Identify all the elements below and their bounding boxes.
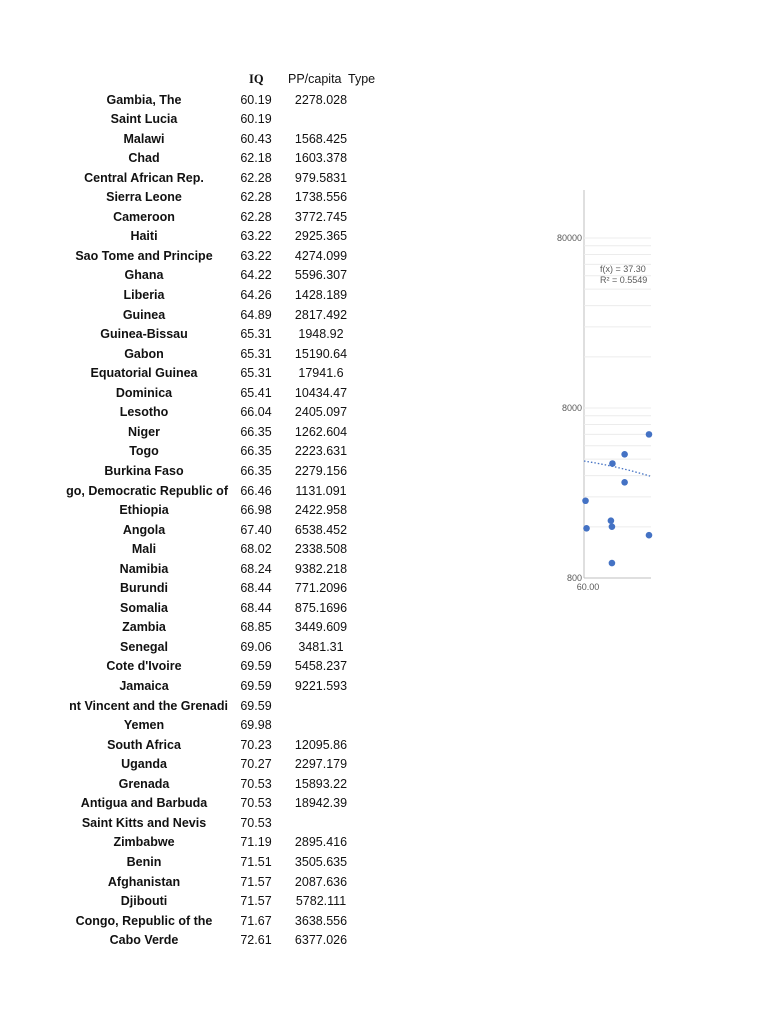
table-row[interactable] — [0, 403, 400, 423]
country-cell[interactable]: Djibouti — [120, 894, 168, 909]
iq-cell[interactable]: 66.35 — [240, 424, 272, 439]
column-header-pp-capita[interactable]: PP/capita — [288, 72, 342, 86]
table-row[interactable] — [0, 853, 400, 873]
table-row[interactable] — [0, 677, 400, 697]
country-cell[interactable]: Afghanistan — [107, 874, 181, 889]
data-point[interactable] — [646, 431, 653, 438]
pp-capita-cell[interactable]: 5458.237 — [294, 659, 348, 674]
country-cell[interactable]: Saint Kitts and Nevis — [81, 815, 207, 830]
pp-capita-cell[interactable]: 1262.604 — [294, 424, 348, 439]
data-point[interactable] — [583, 525, 590, 532]
country-cell[interactable]: Guinea-Bissau — [100, 327, 188, 342]
table-row[interactable] — [0, 599, 400, 619]
table-row[interactable] — [0, 423, 400, 443]
data-point[interactable] — [609, 523, 616, 530]
iq-cell[interactable]: 63.22 — [240, 229, 272, 244]
iq-cell[interactable]: 71.19 — [240, 835, 272, 850]
table-row[interactable] — [0, 736, 400, 756]
country-cell[interactable]: Uganda — [121, 757, 167, 772]
table-row[interactable] — [0, 814, 400, 834]
pp-capita-cell[interactable]: 3772.745 — [294, 209, 348, 224]
table-row[interactable] — [0, 501, 400, 521]
pp-capita-cell[interactable]: 15893.22 — [294, 776, 348, 791]
trendline — [584, 461, 650, 476]
iq-cell[interactable]: 68.02 — [240, 542, 272, 557]
country-cell[interactable]: Malawi — [123, 131, 165, 146]
scatter-chart[interactable] — [556, 190, 651, 600]
country-cell[interactable]: Gambia, The — [106, 92, 182, 107]
pp-capita-cell[interactable]: 9221.593 — [294, 679, 348, 693]
iq-cell[interactable]: 64.22 — [240, 268, 272, 283]
country-cell[interactable]: Benin — [126, 854, 162, 869]
y-tick-label: 800 — [566, 573, 582, 583]
country-cell[interactable]: Guinea — [122, 307, 166, 322]
iq-cell[interactable]: 62.18 — [240, 151, 272, 166]
iq-cell[interactable]: 63.22 — [240, 248, 272, 263]
iq-cell[interactable]: 71.57 — [240, 894, 272, 909]
country-cell[interactable]: Cabo Verde — [109, 933, 179, 948]
column-header-type[interactable]: Type — [348, 72, 376, 86]
iq-cell[interactable]: 69.59 — [240, 679, 272, 693]
country-cell[interactable]: Ghana — [124, 268, 164, 283]
iq-cell[interactable]: 68.24 — [240, 561, 272, 576]
country-cell[interactable]: Togo — [129, 444, 159, 459]
table-row[interactable] — [0, 345, 400, 365]
pp-capita-cell[interactable]: 4274.099 — [294, 248, 348, 263]
table-row[interactable] — [0, 482, 400, 502]
pp-capita-cell[interactable]: 771.2096 — [294, 581, 348, 596]
pp-capita-cell[interactable]: 1603.378 — [294, 151, 348, 166]
iq-cell[interactable]: 64.89 — [240, 307, 272, 322]
country-cell[interactable]: Equatorial Guinea — [90, 366, 198, 381]
country-cell[interactable]: Sierra Leone — [106, 190, 182, 205]
iq-cell[interactable]: 66.35 — [240, 444, 272, 459]
iq-cell[interactable]: 69.59 — [240, 659, 272, 674]
pp-capita-cell[interactable]: 2895.416 — [294, 835, 348, 850]
iq-cell[interactable]: 66.46 — [240, 483, 272, 498]
pp-capita-cell[interactable]: 3481.31 — [298, 639, 344, 654]
iq-cell[interactable]: 68.44 — [240, 600, 272, 615]
country-cell[interactable]: nt Vincent and the Grenadi — [69, 698, 228, 713]
iq-cell[interactable]: 70.53 — [240, 776, 272, 791]
iq-cell[interactable]: 70.23 — [240, 737, 272, 752]
pp-capita-cell[interactable]: 17941.6 — [298, 366, 344, 381]
table-row[interactable] — [0, 208, 400, 228]
country-cell[interactable]: Cote d'Ivoire — [106, 659, 182, 674]
pp-capita-cell[interactable]: 9382.218 — [294, 561, 348, 576]
table-row[interactable] — [0, 227, 400, 247]
iq-cell[interactable]: 71.51 — [240, 854, 272, 869]
table-row[interactable] — [0, 188, 400, 208]
pp-capita-cell[interactable]: 979.5831 — [294, 170, 348, 185]
country-cell[interactable]: Burkina Faso — [104, 463, 184, 478]
iq-cell[interactable]: 68.44 — [240, 581, 272, 596]
iq-cell[interactable]: 68.85 — [240, 620, 272, 635]
pp-capita-cell[interactable]: 2087.636 — [294, 874, 348, 889]
table-row[interactable] — [0, 130, 400, 150]
country-cell[interactable]: Cameroon — [113, 209, 175, 224]
iq-cell[interactable]: 60.19 — [240, 112, 272, 127]
table-row[interactable] — [0, 892, 400, 912]
iq-cell[interactable]: 65.31 — [240, 327, 272, 342]
table-row[interactable] — [0, 697, 400, 717]
country-cell[interactable]: Chad — [128, 151, 160, 166]
iq-cell[interactable]: 66.98 — [240, 503, 272, 518]
iq-cell[interactable]: 62.28 — [240, 170, 272, 185]
country-cell[interactable]: Ethiopia — [119, 503, 169, 518]
table-row[interactable] — [0, 521, 400, 541]
table-row[interactable] — [0, 286, 400, 306]
iq-cell[interactable]: 69.98 — [240, 718, 272, 733]
trendline-equation: f(x) = 37.30 — [600, 264, 646, 274]
iq-cell[interactable]: 65.41 — [240, 385, 272, 400]
x-tick-label: 60.00 — [576, 582, 600, 592]
table-row[interactable] — [0, 794, 400, 814]
table-row[interactable] — [0, 775, 400, 795]
iq-cell[interactable]: 62.28 — [240, 209, 272, 224]
country-cell[interactable]: Central African Rep. — [84, 170, 204, 185]
country-cell[interactable]: Senegal — [120, 639, 168, 654]
data-point[interactable] — [608, 517, 615, 524]
data-point[interactable] — [609, 560, 616, 567]
iq-cell[interactable]: 65.31 — [240, 366, 272, 381]
data-point[interactable] — [609, 460, 616, 467]
table-row[interactable] — [0, 755, 400, 775]
pp-capita-cell[interactable]: 2279.156 — [294, 463, 348, 478]
table-row[interactable] — [0, 716, 400, 736]
x-tick-labels — [577, 582, 600, 592]
data-point[interactable] — [582, 497, 589, 504]
iq-cell[interactable]: 71.57 — [240, 874, 272, 889]
table-row[interactable] — [0, 462, 400, 482]
table-row[interactable] — [0, 540, 400, 560]
table-row[interactable] — [0, 442, 400, 462]
table-row[interactable] — [0, 579, 400, 599]
country-cell[interactable]: Angola — [122, 522, 166, 537]
country-cell[interactable]: Saint Lucia — [110, 112, 178, 127]
pp-capita-cell[interactable]: 3449.609 — [294, 620, 348, 635]
y-tick-label: 80000 — [556, 233, 582, 243]
country-cell[interactable]: Zimbabwe — [113, 835, 175, 850]
iq-cell[interactable]: 60.19 — [240, 92, 272, 107]
country-cell[interactable]: Dominica — [115, 385, 173, 400]
iq-cell[interactable]: 70.53 — [240, 796, 272, 811]
country-cell[interactable]: Congo, Republic of the — [75, 913, 213, 928]
country-cell[interactable]: Gabon — [124, 346, 164, 361]
country-cell[interactable]: go, Democratic Republic of — [66, 483, 228, 498]
country-cell[interactable]: Niger — [128, 424, 160, 439]
iq-cell[interactable]: 69.06 — [240, 639, 272, 654]
table-row[interactable] — [0, 325, 400, 345]
table-row[interactable] — [0, 364, 400, 384]
data-point[interactable] — [621, 451, 628, 458]
country-cell[interactable]: Burundi — [120, 581, 168, 596]
pp-capita-cell[interactable]: 1428.189 — [294, 288, 348, 302]
pp-capita-cell[interactable]: 18942.39 — [294, 796, 348, 811]
country-cell[interactable]: Sao Tome and Principe — [75, 248, 213, 263]
pp-capita-cell[interactable]: 1948.92 — [298, 327, 344, 342]
country-cell[interactable]: Grenada — [118, 776, 170, 791]
table-row[interactable] — [0, 560, 400, 580]
pp-capita-cell[interactable]: 2925.365 — [294, 229, 348, 244]
table-row[interactable] — [0, 306, 400, 326]
iq-cell[interactable]: 67.40 — [240, 522, 272, 537]
iq-cell[interactable]: 66.04 — [240, 405, 272, 420]
pp-capita-cell[interactable]: 5596.307 — [294, 268, 348, 283]
y-tick-labels — [557, 233, 582, 583]
pp-capita-cell[interactable]: 6538.452 — [294, 522, 348, 537]
table-row[interactable] — [0, 931, 400, 951]
iq-cell[interactable]: 70.27 — [240, 757, 272, 772]
table-row[interactable] — [0, 833, 400, 853]
pp-capita-cell[interactable]: 3638.556 — [294, 913, 348, 928]
pp-capita-cell[interactable]: 2422.958 — [294, 503, 348, 518]
country-cell[interactable]: Liberia — [123, 288, 165, 302]
column-header-iq[interactable]: IQ — [249, 72, 264, 86]
pp-capita-cell[interactable]: 875.1696 — [294, 600, 348, 615]
table-row[interactable] — [0, 638, 400, 658]
country-cell[interactable]: Lesotho — [119, 405, 169, 420]
pp-capita-cell[interactable]: 1131.091 — [295, 483, 347, 498]
iq-cell[interactable]: 60.43 — [240, 131, 272, 146]
iq-cell[interactable]: 71.67 — [240, 913, 272, 928]
country-cell[interactable]: Zambia — [122, 620, 166, 635]
country-cell[interactable]: Mali — [131, 542, 157, 557]
pp-capita-cell[interactable]: 2223.631 — [294, 444, 348, 459]
pp-capita-cell[interactable]: 2338.508 — [294, 542, 348, 557]
country-cell[interactable]: Namibia — [119, 561, 169, 576]
country-cell[interactable]: Jamaica — [119, 679, 169, 693]
data-points — [582, 431, 652, 566]
pp-capita-cell[interactable]: 1738.556 — [294, 190, 348, 205]
trendline-r-squared: R² = 0.5549 — [600, 275, 648, 285]
pp-capita-cell[interactable]: 6377.026 — [294, 933, 348, 948]
pp-capita-cell[interactable]: 1568.425 — [294, 131, 348, 146]
iq-cell[interactable]: 72.61 — [240, 933, 272, 948]
table-row[interactable] — [0, 657, 400, 677]
country-cell[interactable]: Somalia — [120, 600, 168, 615]
pp-capita-cell[interactable]: 3505.635 — [294, 854, 348, 869]
iq-cell[interactable]: 64.26 — [240, 288, 272, 302]
pp-capita-cell[interactable]: 10434.47 — [294, 385, 348, 400]
table-row[interactable] — [0, 873, 400, 893]
data-point[interactable] — [621, 479, 628, 486]
table-row[interactable] — [0, 384, 400, 404]
table-row[interactable] — [0, 110, 400, 130]
pp-capita-cell[interactable]: 2278.028 — [294, 92, 348, 107]
table-row[interactable] — [0, 618, 400, 638]
country-cell[interactable]: South Africa — [107, 737, 181, 752]
table-row[interactable] — [0, 912, 400, 932]
country-cell[interactable]: Yemen — [123, 718, 165, 733]
iq-cell[interactable]: 66.35 — [240, 463, 272, 478]
pp-capita-cell[interactable]: 12095.86 — [294, 737, 348, 752]
pp-capita-cell[interactable]: 2405.097 — [294, 405, 348, 420]
table-row[interactable] — [0, 247, 400, 267]
country-cell[interactable]: Haiti — [130, 229, 158, 244]
table-row[interactable] — [0, 169, 400, 189]
pp-capita-cell[interactable]: 15190.64 — [294, 346, 348, 361]
y-tick-label: 8000 — [561, 403, 582, 413]
table-row[interactable] — [0, 91, 400, 111]
iq-cell[interactable]: 70.53 — [240, 815, 272, 830]
table-row[interactable] — [0, 266, 400, 286]
iq-cell[interactable]: 62.28 — [240, 190, 272, 205]
data-point[interactable] — [646, 532, 653, 539]
iq-cell[interactable]: 65.31 — [240, 346, 272, 361]
pp-capita-cell[interactable]: 5782.111 — [295, 894, 347, 909]
iq-cell[interactable]: 69.59 — [240, 698, 272, 713]
pp-capita-cell[interactable]: 2297.179 — [294, 757, 348, 772]
pp-capita-cell[interactable]: 2817.492 — [294, 307, 348, 322]
country-cell[interactable]: Antigua and Barbuda — [80, 796, 208, 811]
table-row[interactable] — [0, 149, 400, 169]
